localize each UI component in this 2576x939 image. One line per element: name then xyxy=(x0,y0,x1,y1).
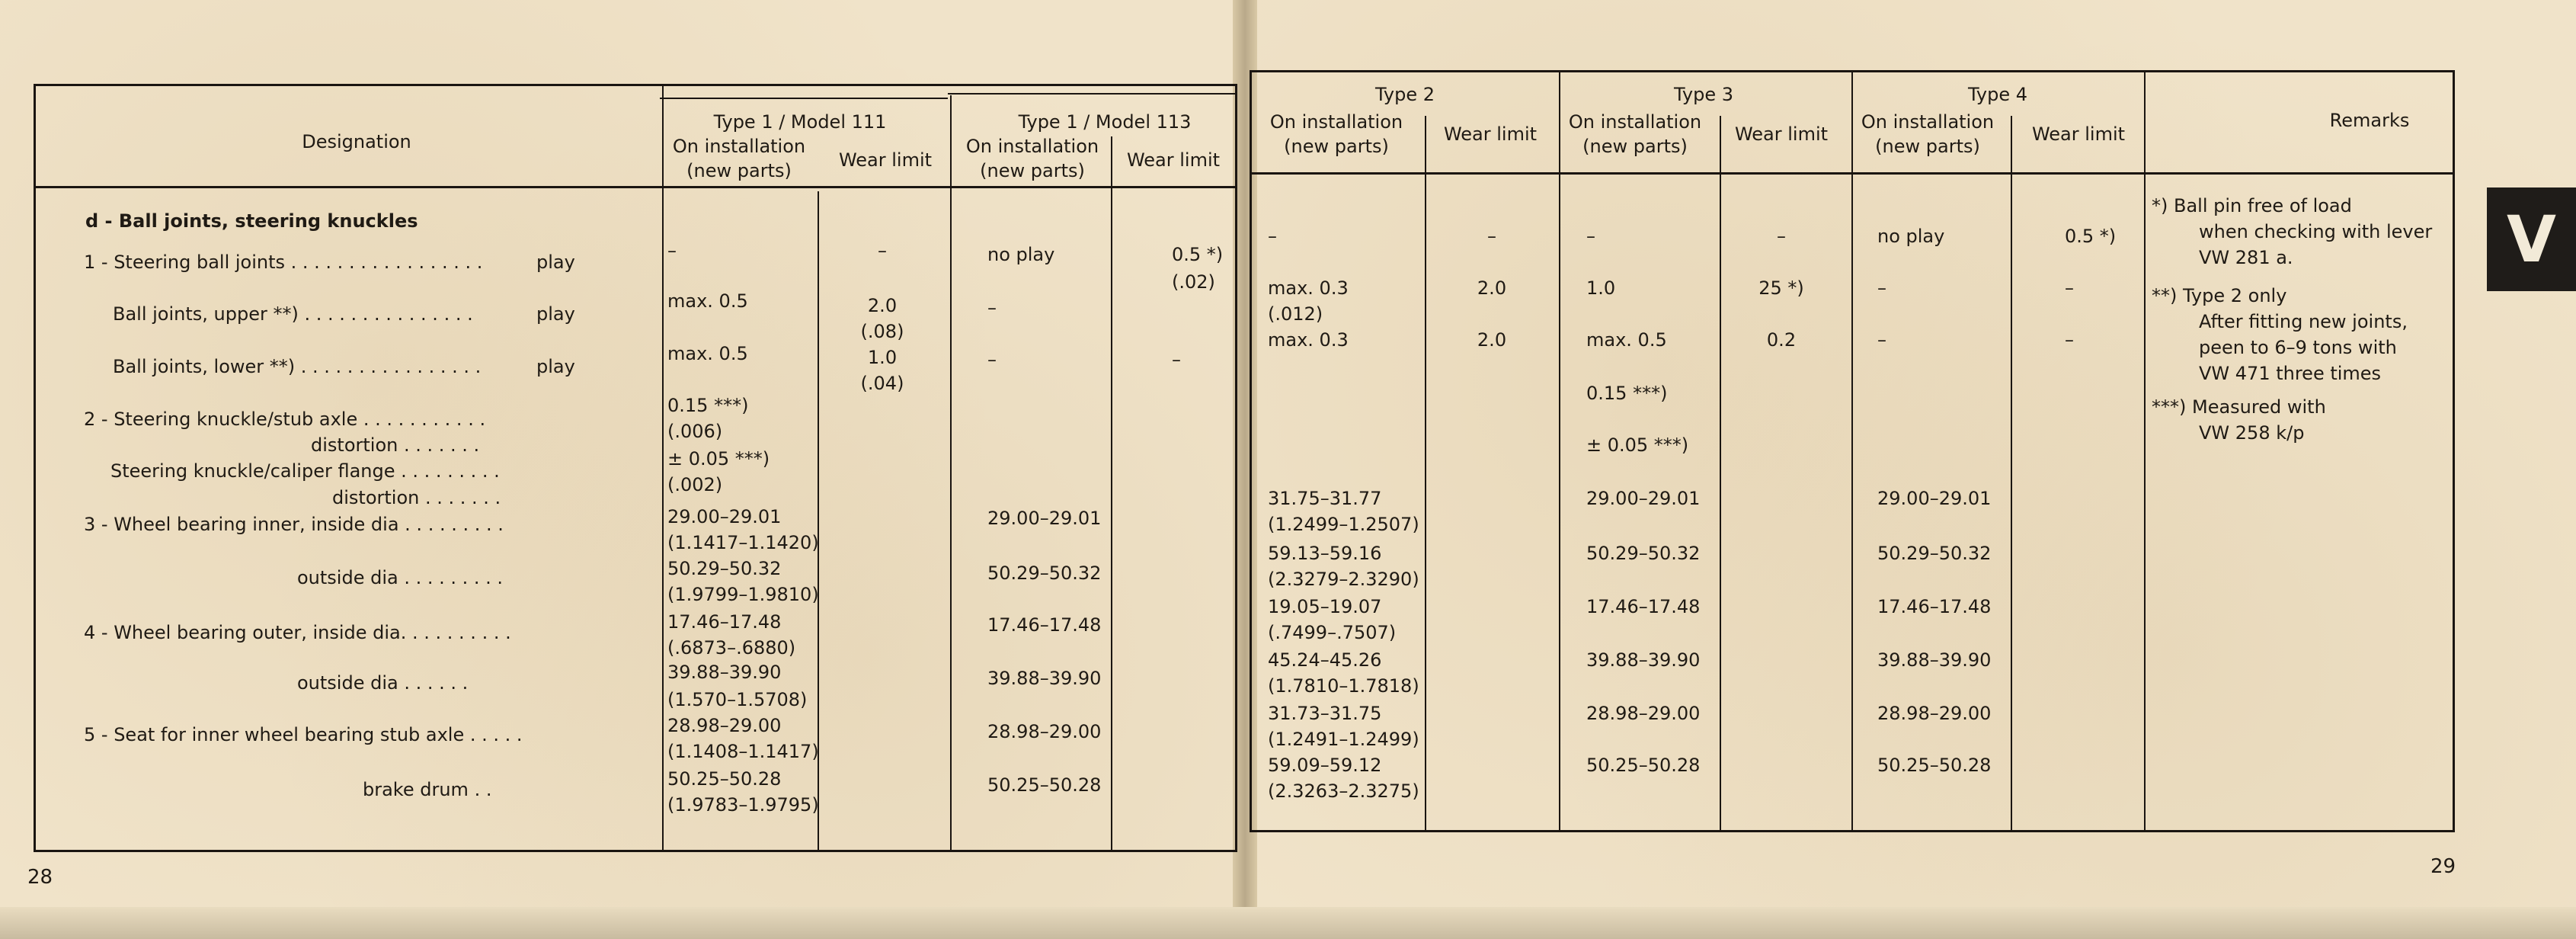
t2-inst-cell: max. 0.3 xyxy=(1268,277,1349,299)
designation-unit: play xyxy=(536,356,575,377)
t4-inst-cell: 29.00–29.01 xyxy=(1877,488,1992,509)
t113-inst-cell: no play xyxy=(987,244,1055,265)
t2-inst-cell: 31.75–31.77 xyxy=(1268,488,1382,509)
t111-wear-cell: – xyxy=(878,240,887,261)
designation-row: outside dia . . . . . . . . . xyxy=(297,567,504,588)
t4-wear-cell: – xyxy=(2065,329,2074,351)
t113-inst-cell: 28.98–29.00 xyxy=(987,721,1102,742)
t111-inst-cell: 29.00–29.01 xyxy=(667,506,782,527)
t4-wear-cell: 0.5 *) xyxy=(2065,226,2117,247)
t2-inst-cell: (.7499–.7507) xyxy=(1268,622,1397,643)
t4-inst-cell: 39.88–39.90 xyxy=(1877,649,1992,671)
t4-inst-cell: 50.25–50.28 xyxy=(1877,755,1992,776)
t3-wear-cell: – xyxy=(1777,226,1786,247)
header-t4-wear-limit: Wear limit xyxy=(2031,123,2126,145)
t111-inst-cell: (.006) xyxy=(667,421,723,442)
designation-row: distortion . . . . . . . xyxy=(332,487,501,508)
t113-inst-cell: – xyxy=(987,297,997,319)
header-t111-on-installation: On installation xyxy=(672,136,806,157)
t111-inst-cell: (1.1408–1.1417) xyxy=(667,741,819,762)
header-type1-model111: Type 1 / Model 111 xyxy=(713,111,887,133)
t4-inst-cell: 50.29–50.32 xyxy=(1877,543,1992,564)
header-t3-on-installation: On installation xyxy=(1568,111,1702,133)
t111-inst-cell: 50.29–50.32 xyxy=(667,558,782,579)
t2-wear-cell: 2.0 xyxy=(1477,277,1507,299)
designation-unit: play xyxy=(536,252,575,273)
section-title: d - Ball joints, steering knuckles xyxy=(85,210,418,232)
t111-wear-cell: 1.0 xyxy=(867,347,898,368)
header-t3-new-parts: (new parts) xyxy=(1582,136,1688,157)
t2-inst-cell: (1.2499–1.2507) xyxy=(1268,514,1419,535)
t2-inst-cell: 31.73–31.75 xyxy=(1268,703,1382,724)
t113-wear-cell: (.02) xyxy=(1172,271,1215,293)
header-t113-new-parts: (new parts) xyxy=(980,160,1085,181)
designation-row: distortion . . . . . . . xyxy=(311,434,480,456)
header-designation: Designation xyxy=(302,131,411,152)
designation-row: outside dia . . . . . . xyxy=(297,672,469,694)
header-t111-new-parts: (new parts) xyxy=(686,160,792,181)
t111-inst-cell: (.6873–.6880) xyxy=(667,637,796,659)
right-spec-table xyxy=(1250,70,2455,832)
t111-wear-cell: (.08) xyxy=(860,321,904,342)
header-t2-new-parts: (new parts) xyxy=(1284,136,1389,157)
remarks-cell: **) Type 2 only xyxy=(2152,285,2287,306)
t111-wear-cell: 2.0 xyxy=(867,295,898,316)
header-t2-wear-limit: Wear limit xyxy=(1443,123,1538,145)
header-remarks: Remarks xyxy=(2329,110,2410,131)
remarks-cell: ***) Measured with xyxy=(2152,396,2326,418)
t3-inst-cell: ± 0.05 ***) xyxy=(1586,434,1689,456)
t111-inst-cell: (1.9783–1.9795) xyxy=(667,794,819,816)
t111-inst-cell: max. 0.5 xyxy=(667,343,748,364)
t113-inst-cell: – xyxy=(987,349,997,370)
header-t2-on-installation: On installation xyxy=(1269,111,1403,133)
designation-row: Ball joints, lower **) . . . . . . . . . . . . . . . . xyxy=(113,356,482,377)
t113-inst-cell: 39.88–39.90 xyxy=(987,668,1102,689)
header-t4-on-installation: On installation xyxy=(1861,111,1995,133)
t3-inst-cell: 28.98–29.00 xyxy=(1586,703,1701,724)
remarks-cell: After fitting new joints, xyxy=(2199,311,2408,332)
t111-inst-cell: (1.1417–1.1420) xyxy=(667,532,819,553)
header-type1-model113: Type 1 / Model 113 xyxy=(1018,111,1192,133)
t4-inst-cell: 17.46–17.48 xyxy=(1877,596,1992,617)
t111-inst-cell: 39.88–39.90 xyxy=(667,662,782,683)
designation-row: 3 - Wheel bearing inner, inside dia . . . . . . . . . xyxy=(84,514,504,535)
t3-wear-cell: 25 *) xyxy=(1758,277,1804,299)
t111-wear-cell: (.04) xyxy=(860,373,904,394)
t3-wear-cell: 0.2 xyxy=(1766,329,1797,351)
remarks-cell: when checking with lever xyxy=(2199,221,2433,242)
remarks-cell: peen to 6–9 tons with xyxy=(2199,337,2397,358)
t111-inst-cell: ± 0.05 ***) xyxy=(667,448,770,470)
t4-inst-cell: – xyxy=(1877,277,1886,299)
header-t113-wear-limit: Wear limit xyxy=(1126,149,1221,171)
t4-inst-cell: no play xyxy=(1877,226,1945,247)
t2-inst-cell: 59.09–59.12 xyxy=(1268,755,1382,776)
t111-inst-cell: max. 0.5 xyxy=(667,290,748,312)
designation-row: brake drum . . xyxy=(363,779,492,800)
t2-inst-cell: (2.3263–2.3275) xyxy=(1268,780,1419,802)
t113-inst-cell: 29.00–29.01 xyxy=(987,508,1102,529)
t111-inst-cell: 28.98–29.00 xyxy=(667,715,782,736)
t111-inst-cell: (1.570–1.5708) xyxy=(667,689,808,710)
t2-inst-cell: (.012) xyxy=(1268,303,1323,325)
header-t111-wear-limit: Wear limit xyxy=(838,149,933,171)
t2-inst-cell: 19.05–19.07 xyxy=(1268,596,1382,617)
header-t3-wear-limit: Wear limit xyxy=(1734,123,1829,145)
page-number-left: 28 xyxy=(27,866,53,889)
t2-wear-cell: 2.0 xyxy=(1477,329,1507,351)
page-bottom-edge xyxy=(0,907,2576,939)
t113-inst-cell: 50.25–50.28 xyxy=(987,774,1102,796)
header-t113-on-installation: On installation xyxy=(965,136,1099,157)
t113-wear-cell: 0.5 *) xyxy=(1172,244,1224,265)
designation-row: 4 - Wheel bearing outer, inside dia. . . . . . . . . . xyxy=(84,622,511,643)
header-type2: Type 2 xyxy=(1374,84,1435,105)
designation-row: Steering knuckle/caliper flange . . . . . . . . . xyxy=(110,460,500,482)
remarks-cell: VW 281 a. xyxy=(2199,247,2293,268)
t113-inst-cell: 50.29–50.32 xyxy=(987,562,1102,584)
designation-row: 2 - Steering knuckle/stub axle . . . . . . . . . . . xyxy=(84,409,486,430)
t111-inst-cell: 17.46–17.48 xyxy=(667,611,782,633)
designation-row: 1 - Steering ball joints . . . . . . . . . . . . . . . . . xyxy=(84,252,483,273)
t113-wear-cell: – xyxy=(1172,349,1181,370)
t3-inst-cell: 29.00–29.01 xyxy=(1586,488,1701,509)
section-tab-v: V xyxy=(2487,187,2576,291)
designation-row: Ball joints, upper **) . . . . . . . . . . . . . . . xyxy=(113,303,473,325)
remarks-cell: *) Ball pin free of load xyxy=(2152,195,2352,216)
t4-inst-cell: 28.98–29.00 xyxy=(1877,703,1992,724)
t2-inst-cell: – xyxy=(1268,226,1277,247)
designation-row: 5 - Seat for inner wheel bearing stub axle . . . . . xyxy=(84,724,523,745)
header-t4-new-parts: (new parts) xyxy=(1875,136,1980,157)
t3-inst-cell: – xyxy=(1586,226,1595,247)
remarks-cell: VW 258 k/p xyxy=(2199,422,2305,444)
t2-inst-cell: (2.3279–2.3290) xyxy=(1268,569,1419,590)
t3-inst-cell: 1.0 xyxy=(1586,277,1616,299)
t3-inst-cell: 50.29–50.32 xyxy=(1586,543,1701,564)
t111-inst-cell: (.002) xyxy=(667,474,723,495)
t111-inst-cell: – xyxy=(667,240,677,261)
t3-inst-cell: 39.88–39.90 xyxy=(1586,649,1701,671)
page-number-right: 29 xyxy=(2430,855,2456,878)
t4-inst-cell: – xyxy=(1877,329,1886,351)
t2-inst-cell: (1.7810–1.7818) xyxy=(1268,675,1419,697)
t2-inst-cell: max. 0.3 xyxy=(1268,329,1349,351)
t3-inst-cell: 50.25–50.28 xyxy=(1586,755,1701,776)
t4-wear-cell: – xyxy=(2065,277,2074,299)
t2-inst-cell: (1.2491–1.2499) xyxy=(1268,729,1419,750)
t3-inst-cell: 17.46–17.48 xyxy=(1586,596,1701,617)
t3-inst-cell: 0.15 ***) xyxy=(1586,383,1668,404)
header-type3: Type 3 xyxy=(1673,84,1734,105)
t111-inst-cell: 0.15 ***) xyxy=(667,395,749,416)
t3-inst-cell: max. 0.5 xyxy=(1586,329,1667,351)
t2-inst-cell: 59.13–59.16 xyxy=(1268,543,1382,564)
remarks-cell: VW 471 three times xyxy=(2199,363,2382,384)
t111-inst-cell: 50.25–50.28 xyxy=(667,768,782,790)
t2-inst-cell: 45.24–45.26 xyxy=(1268,649,1382,671)
t2-wear-cell: – xyxy=(1487,226,1496,247)
designation-unit: play xyxy=(536,303,575,325)
header-type4: Type 4 xyxy=(1967,84,2028,105)
t113-inst-cell: 17.46–17.48 xyxy=(987,614,1102,636)
t111-inst-cell: (1.9799–1.9810) xyxy=(667,584,819,605)
